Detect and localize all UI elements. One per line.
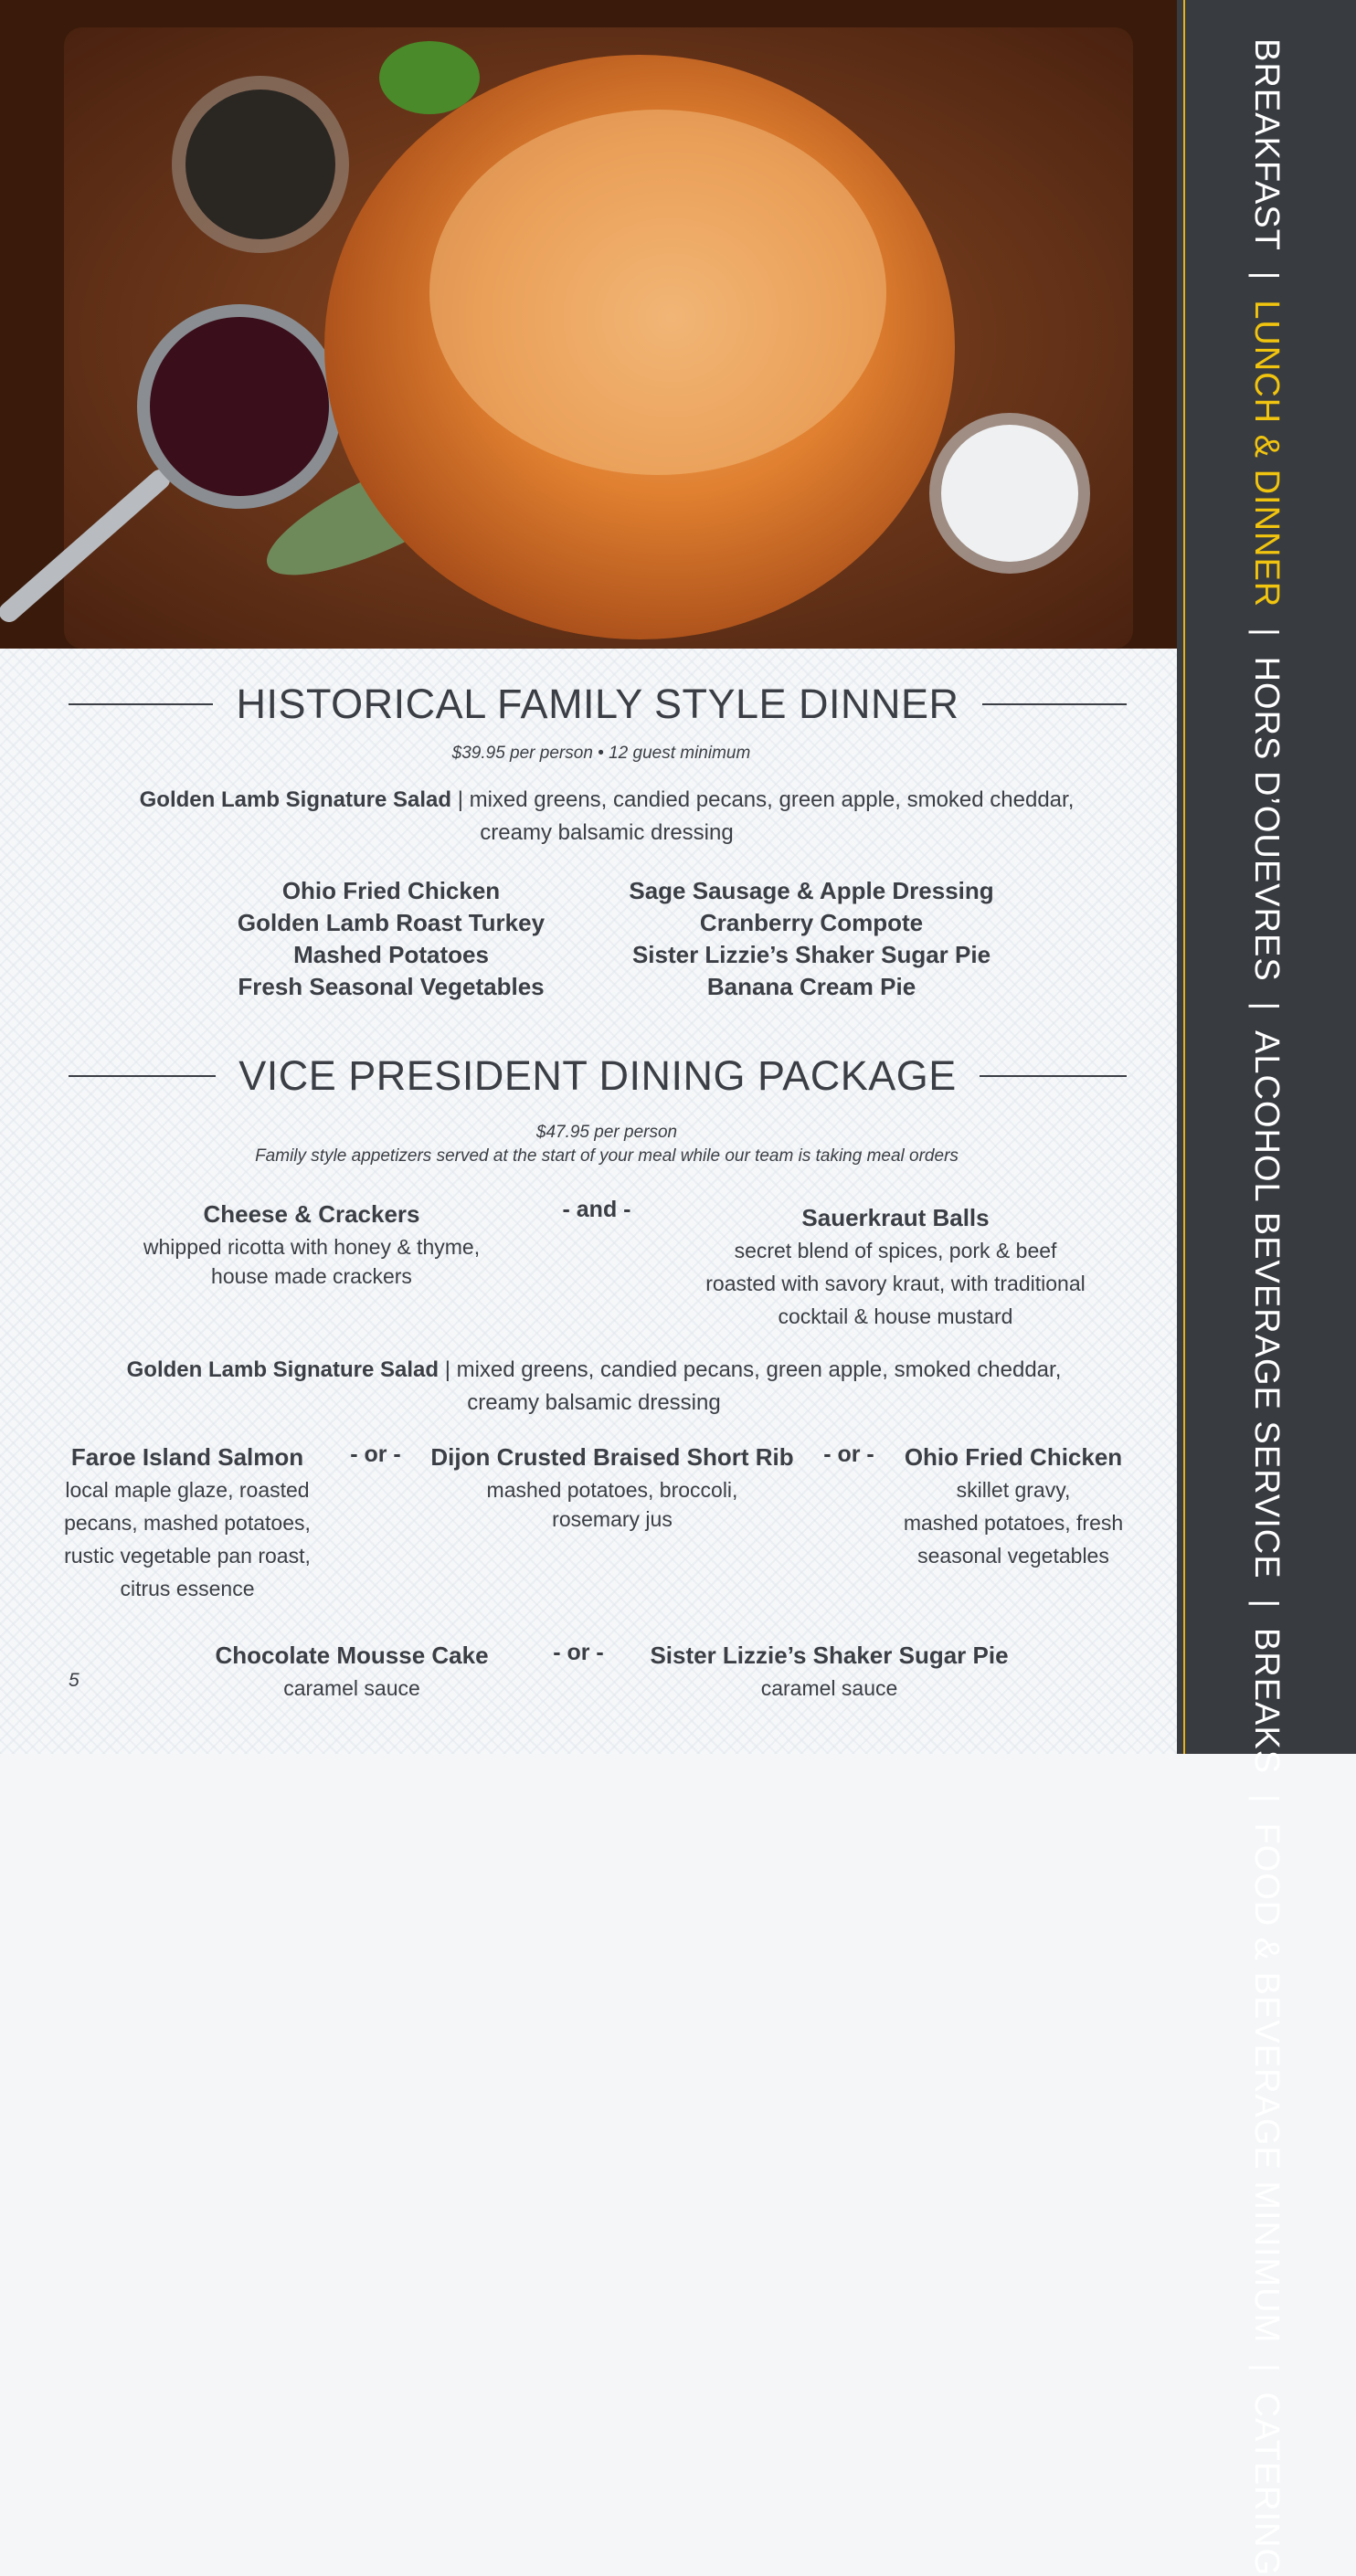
and-connector: - and - (562, 1197, 631, 1222)
list-item: Fresh Seasonal Vegetables (238, 973, 545, 1000)
entree-faroe-island-salmon (32, 1441, 343, 1605)
dish-description: mashed potatoes, broccoli, (486, 1478, 738, 1502)
list-item: Sister Lizzie’s Shaker Sugar Pie (631, 941, 991, 968)
or-connector: - or - (350, 1441, 401, 1467)
dish-description: house made crackers (211, 1264, 412, 1288)
dish-description: seasonal vegetables (917, 1544, 1109, 1568)
page-number: 5 (69, 1670, 79, 1691)
or-connector: - or - (553, 1640, 604, 1665)
nav-strip (1177, 0, 1356, 2576)
heading-rule-left (69, 1075, 216, 1077)
dish-description: rosemary jus (552, 1507, 673, 1531)
entree-ohio-fried-chicken (883, 1441, 1144, 1572)
dish-description: caramel sauce (283, 1676, 420, 1700)
dessert-shaker-sugar-pie (621, 1640, 1037, 1705)
dish-name: Dijon Crusted Braised Short Rib (430, 1443, 794, 1471)
vp-price: $47.95 per person (535, 1123, 678, 1142)
side-navigation (1177, 0, 1356, 2576)
hero-photo (0, 0, 1177, 649)
nav-separator: | (1248, 270, 1286, 280)
historical-price: $39.95 per person • 12 guest minimum (451, 744, 751, 763)
salad-description: | mixed greens, candied pecans, green apple, smoked cheddar, (439, 1357, 1062, 1382)
salad-name: Golden Lamb Signature Salad (126, 1357, 440, 1382)
salad-name: Golden Lamb Signature Salad (139, 787, 452, 812)
nav-separator: | (1248, 628, 1286, 637)
dish-name: Chocolate Mousse Cake (215, 1642, 489, 1669)
historical-right-column (610, 875, 1012, 1003)
list-item: Mashed Potatoes (293, 941, 489, 968)
nav-item-lunch-dinner[interactable]: LUNCH & DINNER (1247, 300, 1286, 608)
nav-separator: | (1248, 1001, 1286, 1011)
vp-appetizer-note: Family style appetizers served at the start of your meal while our team is taking meal orders (255, 1146, 959, 1166)
dish-name: Sauerkraut Balls (801, 1204, 990, 1231)
historical-salad (37, 784, 1177, 850)
salad-description-cont: creamy balsamic dressing (467, 1390, 721, 1415)
nav-item-food-beverage-minimum[interactable]: FOOD & BEVERAGE MINIMUM (1247, 1822, 1286, 2344)
entree-short-rib (416, 1441, 809, 1536)
list-item: Cranberry Compote (699, 909, 924, 936)
roast-turkey-photo (0, 0, 1177, 649)
appetizer-sauerkraut-balls (658, 1202, 1133, 1333)
historical-section-heading (69, 681, 1127, 728)
historical-left-column (208, 875, 574, 1003)
dish-name: Ohio Fried Chicken (904, 1443, 1123, 1471)
dish-description: cocktail & house mustard (778, 1304, 1013, 1328)
nav-separator: | (1248, 2363, 1286, 2372)
nav-item-catering[interactable]: CATERING (1247, 2391, 1286, 2576)
dish-description: local maple glaze, roasted (65, 1478, 310, 1502)
heading-rule-right (980, 1075, 1127, 1077)
nav-item-breaks[interactable]: BREAKS (1247, 1627, 1286, 1775)
dessert-chocolate-mousse-cake (187, 1640, 516, 1705)
list-item: Ohio Fried Chicken (281, 877, 501, 904)
vp-section-heading (69, 1052, 1127, 1100)
nav-item-breakfast[interactable]: BREAKFAST (1247, 38, 1286, 251)
list-item: Sage Sausage & Apple Dressing (629, 877, 994, 904)
dish-description: secret blend of spices, pork & beef (734, 1239, 1057, 1262)
nav-item-alcohol-beverage-service[interactable]: ALCOHOL BEVERAGE SERVICE (1247, 1030, 1286, 1579)
or-connector: - or - (823, 1441, 874, 1467)
heading-rule-right (982, 703, 1127, 705)
dish-description: roasted with savory kraut, with traditional (705, 1272, 1086, 1295)
dish-name: Sister Lizzie’s Shaker Sugar Pie (650, 1642, 1009, 1669)
dish-name: Cheese & Crackers (203, 1200, 420, 1228)
dish-description: mashed potatoes, fresh (903, 1511, 1124, 1535)
nav-separator: | (1248, 1599, 1286, 1608)
vp-title: VICE PRESIDENT DINING PACKAGE (238, 1052, 957, 1099)
appetizer-cheese-crackers (91, 1198, 532, 1293)
vp-salad (37, 1354, 1151, 1420)
salad-description-cont: creamy balsamic dressing (480, 820, 734, 845)
historical-title: HISTORICAL FAMILY STYLE DINNER (236, 681, 959, 727)
nav-item-hors-douevres[interactable]: HORS D’OUEVRES (1247, 656, 1286, 982)
dish-description: citrus essence (120, 1577, 255, 1600)
salad-description: | mixed greens, candied pecans, green apple, smoked cheddar, (451, 787, 1075, 812)
list-item: Banana Cream Pie (706, 973, 916, 1000)
dish-description: caramel sauce (760, 1676, 898, 1700)
dish-description: whipped ricotta with honey & thyme, (143, 1235, 481, 1259)
nav-separator: | (1248, 1794, 1286, 1803)
list-item: Golden Lamb Roast Turkey (237, 909, 546, 936)
dish-description: pecans, mashed potatoes, (64, 1511, 311, 1535)
dish-description: rustic vegetable pan roast, (64, 1544, 311, 1568)
heading-rule-left (69, 703, 213, 705)
dish-description: skillet gravy, (956, 1478, 1071, 1502)
dish-name: Faroe Island Salmon (70, 1443, 304, 1471)
